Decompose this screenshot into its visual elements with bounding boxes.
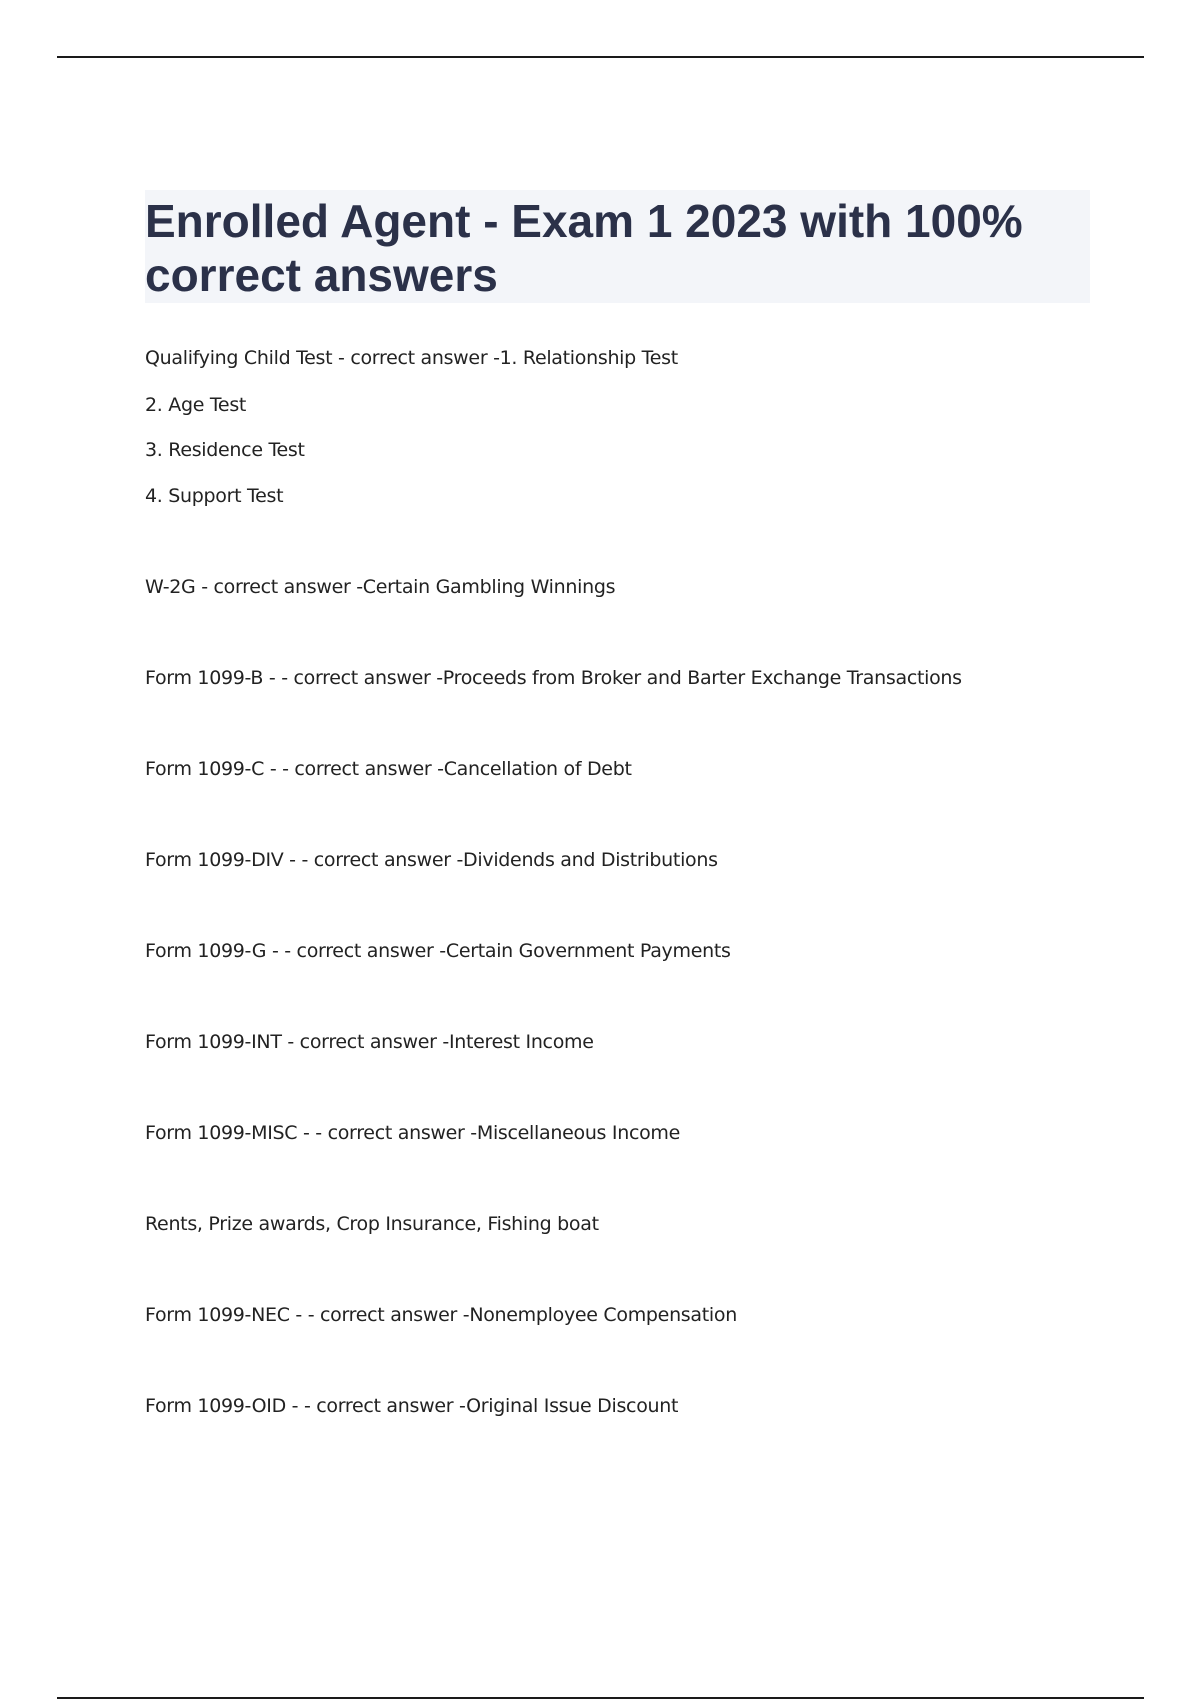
text-line: Rents, Prize awards, Crop Insurance, Fishing boat <box>145 1213 599 1235</box>
text-line: Form 1099-OID - - correct answer -Original Issue Discount <box>145 1395 679 1417</box>
page-title: Enrolled Agent - Exam 1 2023 with 100% correct answers <box>145 195 1023 301</box>
bottom-rule <box>57 1697 1144 1699</box>
text-line: 2. Age Test <box>145 394 247 416</box>
text-line: Form 1099-C - - correct answer -Cancellation of Debt <box>145 758 632 780</box>
top-rule <box>57 56 1144 58</box>
text-line: Form 1099-B - - correct answer -Proceeds from Broker and Barter Exchange Transactions <box>145 667 962 689</box>
text-line: Form 1099-MISC - - correct answer -Miscellaneous Income <box>145 1122 681 1144</box>
text-line: W-2G - correct answer -Certain Gambling Winnings <box>145 576 616 598</box>
text-line: Qualifying Child Test - correct answer -1. Relationship Test <box>145 347 678 369</box>
text-line: Form 1099-DIV - - correct answer -Dividends and Distributions <box>145 849 718 871</box>
text-line: 3. Residence Test <box>145 439 305 461</box>
text-line: 4. Support Test <box>145 485 284 507</box>
text-line: Form 1099-INT - correct answer -Interest Income <box>145 1031 594 1053</box>
text-line: Form 1099-NEC - - correct answer -Nonemployee Compensation <box>145 1304 737 1326</box>
text-line: Form 1099-G - - correct answer -Certain Government Payments <box>145 940 731 962</box>
